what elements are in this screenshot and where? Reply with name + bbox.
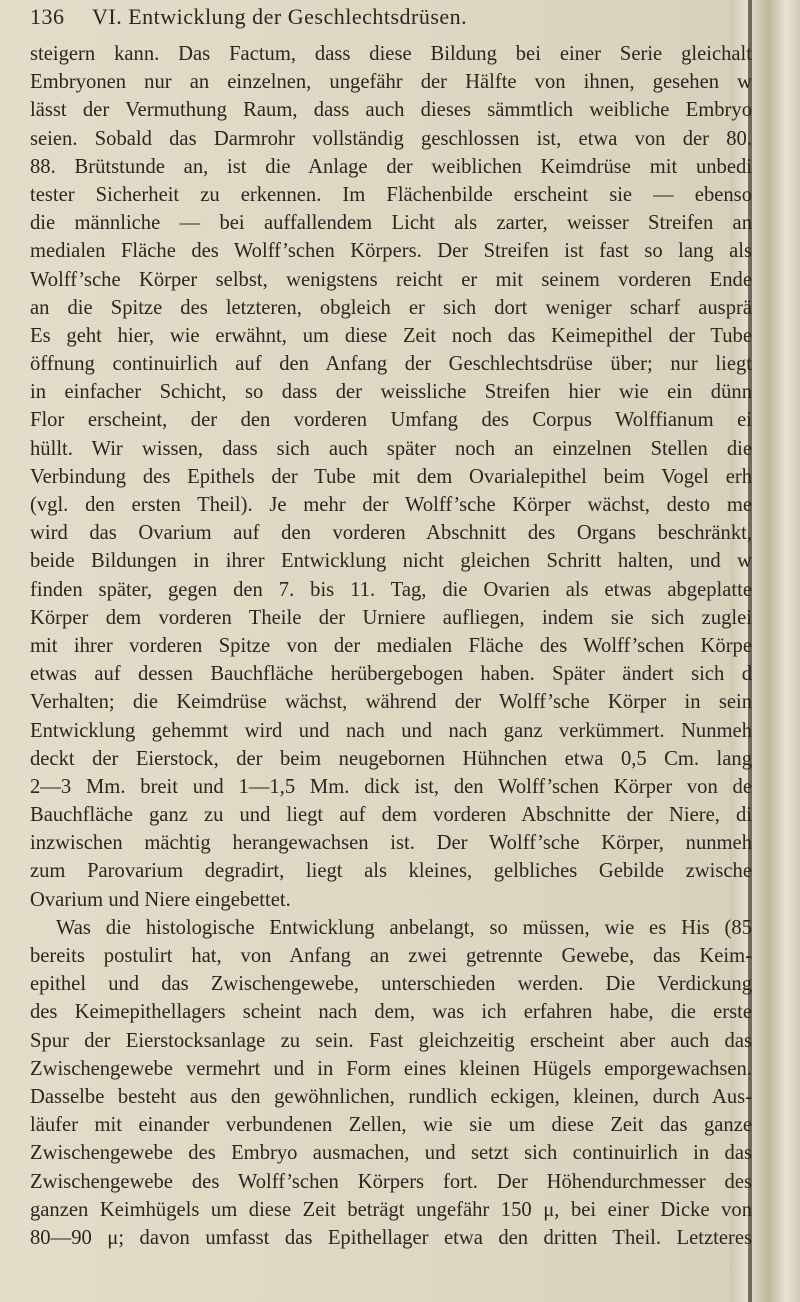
text-line: seien. Sobald das Darmrohr vollständig geschlossen ist, etwa von der 80.	[30, 127, 752, 150]
text-line: Körper dem vorderen Theile der Urniere aufliegen, indem sie sich zuglei	[30, 606, 752, 629]
text-line: Verbindung des Epithels der Tube mit dem Ovarialepithel beim Vogel erh	[30, 465, 752, 488]
text-line: 88. Brütstunde an, ist die Anlage der weiblichen Keimdrüse mit unbedi	[30, 155, 752, 178]
text-line: Entwicklung gehemmt wird und nach und nach ganz verkümmert. Nunmeh	[30, 719, 752, 742]
text-line: lässt der Vermuthung Raum, dass auch dieses sämmtlich weibliche Embryo	[30, 99, 752, 122]
text-line: Zwischengewebe des Embryo ausmachen, und setzt sich continuirlich in das	[30, 1142, 752, 1165]
text-line: Bauchfläche ganz zu und liegt auf dem vorderen Abschnitte der Niere, di	[30, 804, 752, 827]
text-line: bereits postulirt hat, von Anfang an zwei getrennte Gewebe, das Keim-	[30, 945, 752, 967]
text-line: epithel und das Zwischengewebe, unterschieden werden. Die Verdickung	[30, 973, 752, 996]
text-line: läufer mit einander verbundenen Zellen, wie sie um diese Zeit das ganze	[30, 1114, 752, 1137]
text-line: Zwischengewebe des Wolff’schen Körpers fort. Der Höhendurchmesser des	[30, 1170, 752, 1193]
paragraph-end-line: Ovarium und Niere eingebettet.	[30, 888, 291, 911]
text-line: des Keimepithellagers scheint nach dem, was ich erfahren habe, die erste	[30, 1001, 752, 1024]
text-line: finden später, gegen den 7. bis 11. Tag, die Ovarien als etwas abgeplatte	[30, 578, 752, 601]
text-line: (vgl. den ersten Theil). Je mehr der Wolff’sche Körper wächst, desto me	[30, 494, 752, 516]
text-line: tester Sicherheit zu erkennen. Im Flächenbilde erscheint sie — ebenso	[30, 183, 752, 206]
text-line: Verhalten; die Keimdrüse wächst, während der Wolff’sche Körper in sein	[30, 691, 752, 714]
text-line: beide Bildungen in ihrer Entwicklung nicht gleichen Schritt halten, und w	[30, 550, 752, 573]
page-header	[30, 4, 710, 34]
text-line: Es geht hier, wie erwähnt, um diese Zeit noch das Keimepithel der Tube	[30, 324, 752, 347]
text-line: ganzen Keimhügels um diese Zeit beträgt ungefähr 150 μ, bei einer Dicke von	[30, 1198, 752, 1221]
text-line: an die Spitze des letzteren, obgleich er sich dort weniger scharf ausprä	[30, 296, 752, 319]
text-line: wird das Ovarium auf den vorderen Abschnitt des Organs beschränkt,	[30, 522, 752, 545]
text-line: etwas auf dessen Bauchfläche herübergebogen haben. Später ändert sich d	[30, 663, 752, 686]
text-line: inzwischen mächtig herangewachsen ist. Der Wolff’sche Körper, nunmeh	[30, 832, 752, 855]
text-line: zum Parovarium degradirt, liegt als kleines, gelbliches Gebilde zwische	[30, 860, 752, 883]
running-title: VI. Entwicklung der Geschlechtsdrüsen.	[92, 4, 468, 29]
text-line: medialen Fläche des Wolff’schen Körpers. Der Streifen ist fast so lang als	[30, 240, 752, 263]
text-line: die männliche — bei auffallendem Licht als zarter, weisser Streifen an	[30, 212, 752, 235]
text-line: Zwischengewebe vermehrt und in Form eines kleinen Hügels emporgewachsen.	[30, 1057, 752, 1080]
page-number: 136	[30, 4, 65, 29]
text-line: Wolff’sche Körper selbst, wenigstens reicht er mit seinem vorderen Ende	[30, 268, 752, 291]
text-line: hüllt. Wir wissen, dass sich auch später noch an einzelnen Stellen die	[30, 437, 752, 460]
text-line: in einfacher Schicht, so dass der weissliche Streifen hier wie ein dünn	[30, 381, 752, 404]
text-line: Dasselbe besteht aus den gewöhnlichen, rundlich eckigen, kleinen, durch Aus-	[30, 1085, 752, 1108]
paragraph-start-line: Was die histologische Entwicklung anbelangt, so müssen, wie es His (85	[56, 916, 752, 939]
text-line: steigern kann. Das Factum, dass diese Bildung bei einer Serie gleichalt	[30, 43, 752, 65]
text-line: mit ihrer vorderen Spitze von der medialen Fläche des Wolff’schen Körpe	[30, 634, 752, 657]
text-line: Embryonen nur an einzelnen, ungefähr der Hälfte von ihnen, gesehen w	[30, 71, 752, 94]
text-line: Flor erscheint, der den vorderen Umfang des Corpus Wolffianum ei	[30, 409, 752, 432]
text-line: 2—3 Mm. breit und 1—1,5 Mm. dick ist, den Wolff’schen Körper von de	[30, 775, 752, 798]
body-text	[30, 40, 752, 1252]
text-line: öffnung continuirlich auf den Anfang der Geschlechtsdrüse über; nur liegt	[30, 353, 752, 376]
text-line: Spur der Eierstocksanlage zu sein. Fast gleichzeitig erscheint aber auch das	[30, 1029, 752, 1052]
text-line: 80—90 μ; davon umfasst das Epithellager etwa den dritten Theil. Letzteres	[30, 1226, 752, 1249]
text-line: deckt der Eierstock, der beim neugebornen Hühnchen etwa 0,5 Cm. lang	[30, 747, 752, 770]
